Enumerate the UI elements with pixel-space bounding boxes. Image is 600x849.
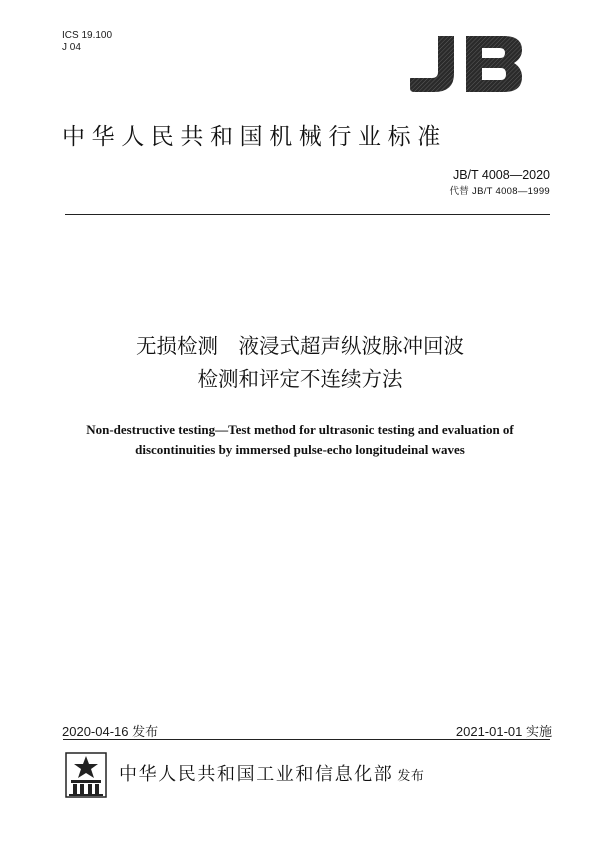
ccs-code: J 04 bbox=[62, 42, 81, 53]
jb-logo-icon bbox=[408, 34, 524, 94]
header-divider bbox=[65, 214, 550, 215]
document-title-en bbox=[40, 420, 560, 460]
title-en-line-2: discontinuities by immersed pulse-echo longitudeinal waves bbox=[135, 442, 465, 457]
title-en-line-1: Non-destructive testing—Test method for ultrasonic testing and evaluation of bbox=[86, 422, 514, 437]
title-cn-line-2: 检测和评定不连续方法 bbox=[197, 367, 403, 391]
standard-code-block bbox=[449, 168, 550, 197]
standard-category-title: 中华人民共和国机械行业标准 bbox=[62, 124, 447, 150]
footer-divider bbox=[63, 739, 550, 740]
replaces-code: 代替 JB/T 4008—1999 bbox=[449, 186, 550, 197]
title-cn-line-1: 无损检测 液浸式超声纵波脉冲回波 bbox=[136, 334, 464, 358]
issuer-suffix: 发布 bbox=[397, 769, 425, 784]
issuing-authority bbox=[119, 760, 424, 786]
ministry-emblem-icon bbox=[65, 752, 107, 798]
standard-code: JB/T 4008—2020 bbox=[452, 168, 550, 182]
issuer-name: 中华人民共和国工业和信息化部 bbox=[119, 764, 394, 785]
ics-code: ICS 19.100 bbox=[62, 30, 113, 41]
publish-date: 2020-04-16 发布 bbox=[62, 724, 159, 739]
document-title-cn bbox=[0, 330, 600, 396]
implement-date: 2021-01-01 实施 bbox=[455, 724, 552, 739]
classification-codes bbox=[62, 30, 112, 54]
